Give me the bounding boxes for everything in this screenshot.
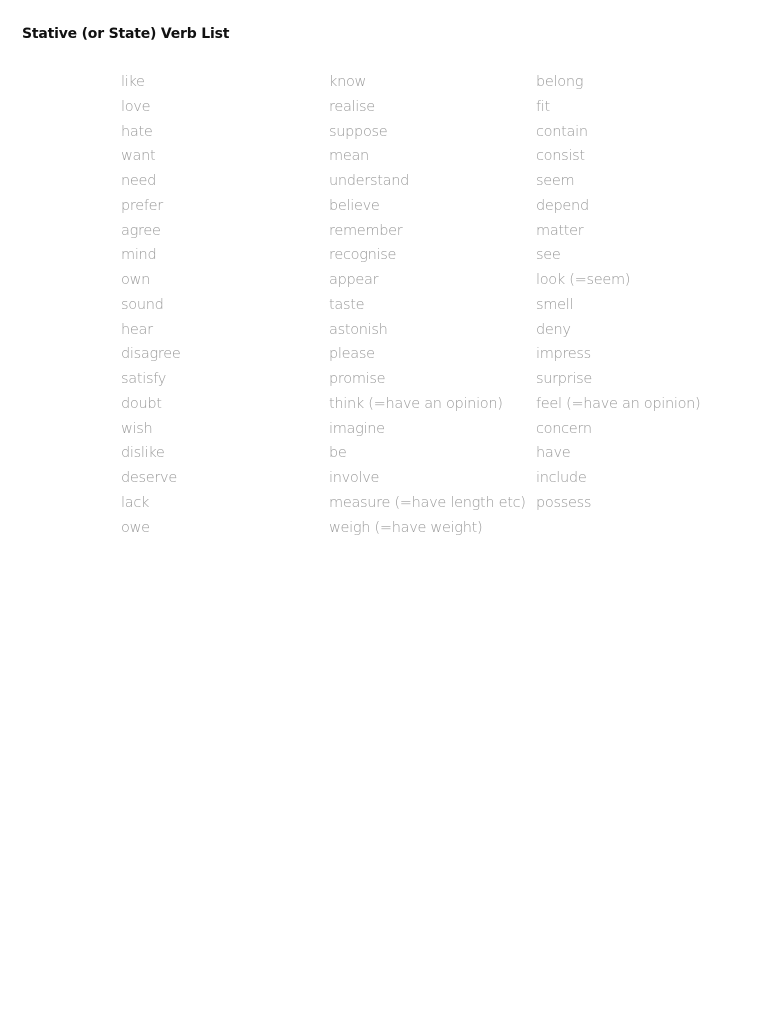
verb-item: sound	[121, 296, 164, 313]
verb-item: doubt	[121, 395, 162, 412]
verb-item: impress	[536, 346, 591, 363]
verb-item: lack	[121, 494, 150, 511]
verb-row	[0, 442, 768, 467]
verb-row	[0, 368, 768, 393]
verb-row	[0, 517, 768, 542]
verb-row	[0, 96, 768, 121]
verb-item: consist	[536, 148, 585, 165]
verb-item: dislike	[121, 445, 165, 462]
verb-item: please	[329, 346, 375, 363]
verb-row	[0, 170, 768, 195]
verb-item: matter	[536, 222, 584, 239]
verb-item: know	[329, 74, 367, 90]
verb-item: be	[329, 445, 347, 462]
verb-item: deny	[536, 321, 571, 338]
verb-item: imagine	[329, 420, 385, 437]
verb-item: need	[121, 173, 157, 189]
verb-item: remember	[329, 222, 403, 239]
verb-item: belong	[536, 74, 584, 90]
verb-item: hate	[121, 123, 153, 140]
verb-row	[0, 71, 768, 96]
verb-item: involve	[329, 470, 380, 486]
verb-item: agree	[121, 222, 161, 239]
verb-row	[0, 121, 768, 146]
verb-item: deserve	[121, 470, 177, 486]
verb-row	[0, 467, 768, 492]
verb-row	[0, 145, 768, 170]
verb-item: weigh (=have weight)	[329, 519, 483, 536]
verb-row	[0, 244, 768, 269]
verb-item: realise	[329, 98, 375, 115]
verb-item: contain	[536, 123, 588, 140]
verb-item: prefer	[121, 197, 163, 214]
verb-item: hear	[121, 321, 153, 338]
verb-row	[0, 418, 768, 443]
verb-row	[0, 294, 768, 319]
verb-item: love	[121, 98, 151, 115]
verb-item: like	[121, 74, 145, 90]
verb-item: appear	[329, 272, 379, 288]
verb-item: include	[536, 470, 587, 486]
verb-item: disagree	[121, 346, 181, 363]
verb-item: seem	[536, 173, 575, 189]
verb-item: satisfy	[121, 371, 167, 387]
verb-row	[0, 220, 768, 245]
verb-item: wish	[121, 420, 153, 437]
verb-item: look (=seem)	[536, 272, 631, 288]
verb-item: surprise	[536, 371, 592, 387]
verb-item: owe	[121, 519, 150, 536]
verb-item: see	[536, 247, 561, 264]
verb-row	[0, 343, 768, 368]
verb-list	[0, 71, 768, 541]
verb-item: concern	[536, 420, 592, 437]
verb-item: measure (=have length etc)	[329, 494, 526, 511]
verb-item: promise	[329, 371, 386, 387]
verb-row	[0, 393, 768, 418]
verb-item: mind	[121, 247, 157, 264]
verb-item: depend	[536, 197, 589, 214]
verb-item: own	[121, 272, 151, 288]
verb-item: fit	[536, 98, 550, 115]
verb-item: suppose	[329, 123, 388, 140]
verb-item: mean	[329, 148, 369, 165]
verb-item: possess	[536, 494, 592, 511]
verb-item: astonish	[329, 321, 388, 338]
verb-row	[0, 269, 768, 294]
verb-item: smell	[536, 296, 574, 313]
verb-row	[0, 492, 768, 517]
verb-item: want	[121, 148, 156, 165]
verb-item: have	[536, 445, 571, 462]
verb-item: taste	[329, 296, 365, 313]
verb-item: believe	[329, 197, 380, 214]
verb-item: think (=have an opinion)	[329, 395, 503, 412]
verb-item: understand	[329, 173, 409, 189]
verb-item: feel (=have an opinion)	[536, 395, 701, 412]
verb-item: recognise	[329, 247, 397, 264]
page-title: Stative (or State) Verb List	[22, 26, 230, 42]
verb-row	[0, 319, 768, 344]
verb-row	[0, 195, 768, 220]
